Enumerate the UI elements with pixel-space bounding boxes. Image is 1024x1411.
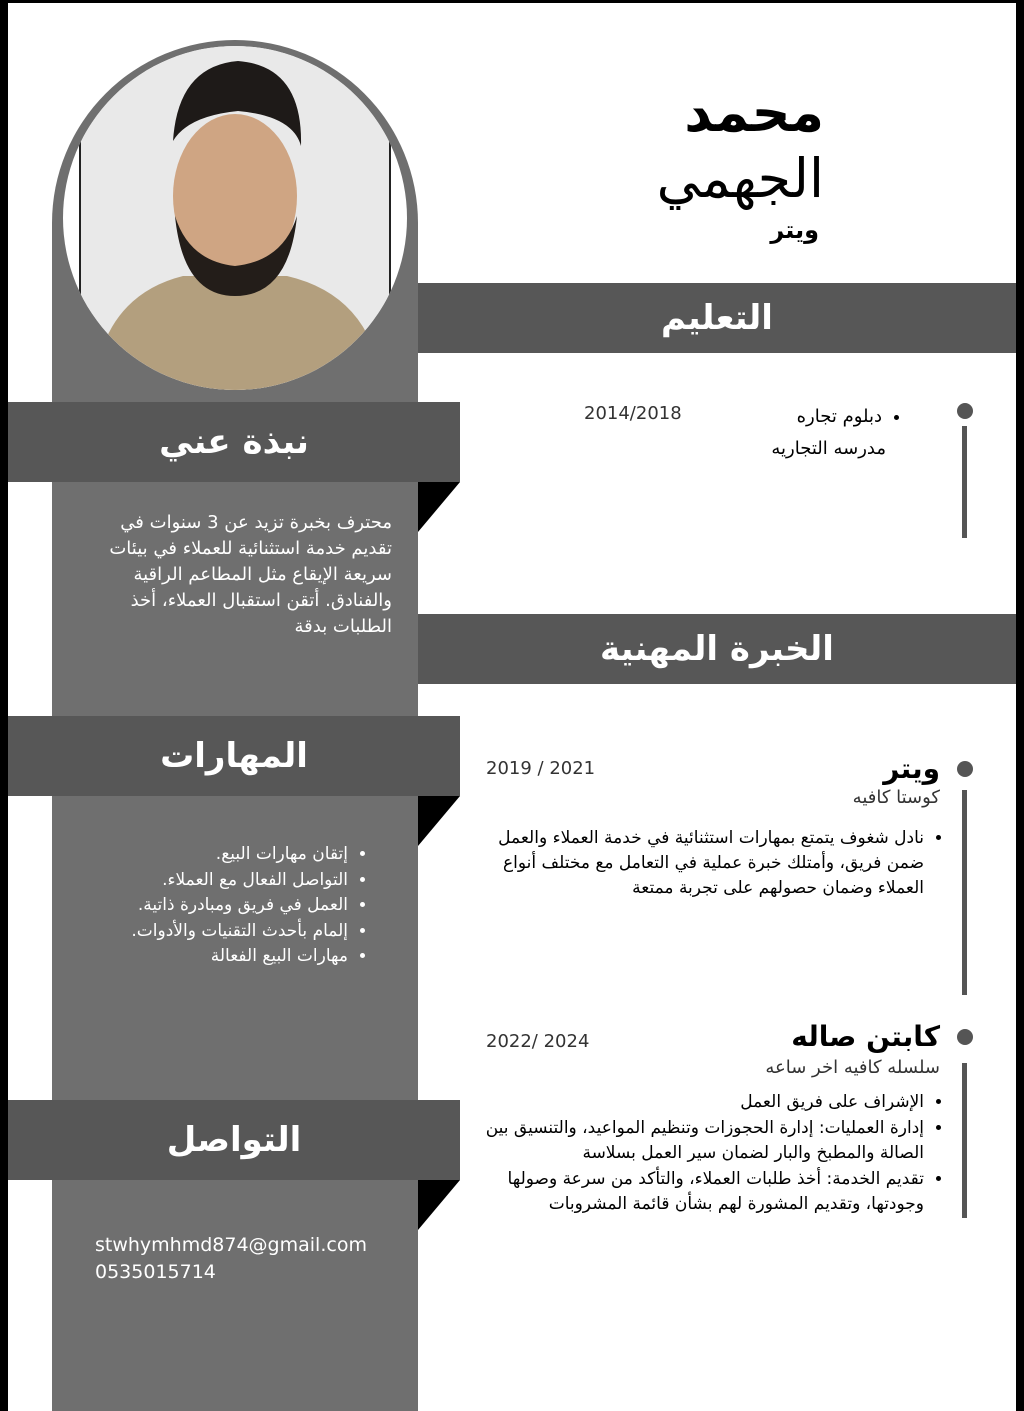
job-bullet: • الإشراف على فريق العمل (460, 1090, 924, 1116)
job-bullet: • إدارة العمليات: إدارة الحجوزات وتنظيم المواعيد، والتنسيق بين الصالة والمطبخ والبار لضمان سير العمل بسلاسة (460, 1116, 924, 1167)
education-entry (771, 401, 904, 465)
about-header: نبذة عني (8, 402, 460, 482)
education-header: التعليم (418, 283, 1016, 353)
banner-fold (418, 482, 460, 532)
skills-list (131, 842, 372, 970)
contact-phone[interactable]: 0535015714 (95, 1261, 216, 1283)
skill-item: • إتقان مهارات البيع. (131, 842, 348, 868)
timeline-line (962, 426, 967, 538)
skill-item: • إلمام بأحدث التقنيات والأدوات. (131, 919, 348, 945)
experience-header: الخبرة المهنية (418, 614, 1016, 684)
job-role: كابتن صاله (791, 1020, 940, 1053)
education-dates: 2014/2018 (584, 403, 682, 424)
person-photo-icon (63, 46, 407, 390)
skill-item: • مهارات البيع الفعالة (131, 944, 348, 970)
timeline-line (962, 1063, 967, 1218)
skill-item: • العمل في فريق ومبادرة ذاتية. (131, 893, 348, 919)
contact-info (95, 1232, 367, 1286)
job-company: كوستا كافيه (852, 787, 940, 808)
banner-fold (418, 1180, 460, 1230)
contact-header: التواصل (8, 1100, 460, 1180)
first-name: محمد (684, 81, 824, 144)
full-name (657, 80, 824, 212)
skills-header: المهارات (8, 716, 460, 796)
about-text: محترف بخبرة تزيد عن 3 سنوات في تقديم خدمة استثنائية للعملاء في بيئات سريعة الإيقاع مثل المطاعم الراقية والفنادق. أتقن استقبال العملاء، أخذ الطلبات بدقة (109, 512, 392, 637)
job-bullet: • نادل شغوف يتمتع بمهارات استثنائية في خدمة العملاء والعمل ضمن فريق، وأمتلك خبرة عملية في التعامل مع مختلف أنواع العملاء وضمان حصولهم على تجربة ممتعة (494, 826, 924, 901)
banner-fold (418, 796, 460, 846)
timeline-dot (957, 761, 973, 777)
timeline-dot (957, 403, 973, 419)
job-title: ويتر (770, 216, 819, 244)
job-dates: 2019 / 2021 (486, 758, 596, 779)
job-dates: 2022/ 2024 (486, 1031, 590, 1052)
timeline-dot (957, 1029, 973, 1045)
profile-photo (63, 46, 407, 390)
job-company: سلسله كافيه اخر ساعه (765, 1057, 940, 1078)
timeline-line (962, 790, 967, 995)
job-role: ويتر (883, 752, 940, 785)
contact-email[interactable]: stwhymhmd874@gmail.com (95, 1234, 367, 1256)
job-bullet: • تقديم الخدمة: أخذ طلبات العملاء، والتأكد من سرعة وصولها وجودتها، وتقديم المشورة لهم بشأن قائمة المشروبات (460, 1167, 924, 1218)
last-name: الجهمي (656, 147, 824, 210)
education-school: مدرسه التجاريه (771, 438, 886, 459)
education-degree: • دبلوم تجاره (771, 401, 882, 433)
skill-item: • التواصل الفعال مع العملاء. (131, 868, 348, 894)
